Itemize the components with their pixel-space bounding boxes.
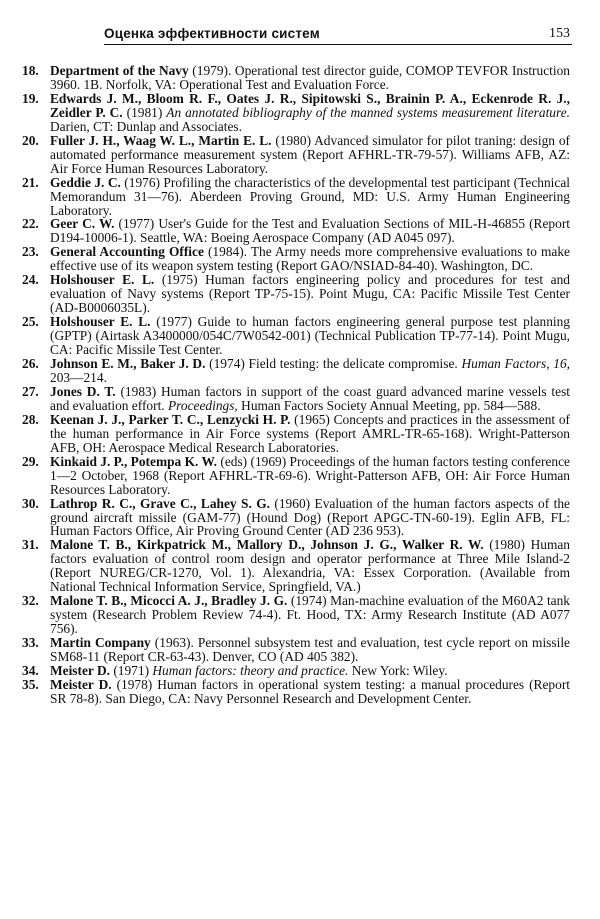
reference-text: (1963). Personnel subsystem test and evaluation, test cycle report on missile SM68-11 (Report CR-63-43). Denver, CO (AD 405 382). bbox=[50, 635, 570, 665]
reference-text: (1978) Human factors in operational system testing: a manual procedures (Report SR 78-8). San Diego, CA: Navy Personnel Research and Development Center. bbox=[50, 676, 571, 706]
reference-authors: Malone T. B., Kirkpatrick M., Mallory D., Johnson J. G., Walker R. W. bbox=[50, 537, 484, 553]
reference-number: 28. bbox=[22, 411, 39, 427]
reference-text: (1960) Evaluation of the human factors aspects of the ground aircraft missile (GAM-77) (Hound Dog) (Report APGC-TN-60-19). Eglin AFB, FL: Human Factors Office, Air Proving Ground Center (AD 236 953). bbox=[50, 495, 570, 539]
reference-text: (1975) Human factors engineering policy and procedures for test and evaluation of Navy systems (Report TP-75-15). Point Mugu, CA: Pacific Missile Test Center (AD-B0006035L). bbox=[50, 272, 570, 316]
reference-text: (eds) (1969) Proceedings of the human factors testing conference 1—2 October, 1968 (Report AFHRL-TR-69-6). Wright-Patterson AFB, OH: Air Force Human Resources Laboratory. bbox=[50, 453, 570, 497]
reference-item bbox=[22, 413, 570, 455]
reference-text: (1974) Field testing: the delicate compromise. bbox=[205, 356, 462, 372]
reference-text: (1980) Advanced simulator for pilot traning: design of automated performance measurement system (Report AFHRL-TR-79-57). Williams AFB, AZ: Air Force Human Resources Laboratory. bbox=[50, 132, 570, 176]
reference-authors: Geer C. W. bbox=[50, 216, 115, 232]
reference-number: 30. bbox=[22, 495, 39, 511]
reference-item bbox=[22, 315, 570, 357]
running-title: Оценка эффективности систем bbox=[104, 26, 320, 41]
reference-authors: General Accounting Office bbox=[50, 244, 204, 260]
reference-item bbox=[22, 357, 570, 385]
reference-number: 31. bbox=[22, 537, 39, 553]
reference-authors: Kinkaid J. P., Potempa K. W. bbox=[50, 453, 217, 469]
reference-item bbox=[22, 678, 570, 706]
reference-number: 20. bbox=[22, 132, 39, 148]
reference-item bbox=[22, 217, 570, 245]
reference-text: (1980) Human factors evaluation of control room design and operator performance at Three Mile Island-2 (Report NUREG/CR-1270, Vol. 1). Alexandria, VA: Essex Corporation. (Available from National Technical Information Service, Springfield, VA.) bbox=[50, 537, 570, 595]
reference-text: (1965) Concepts and practices in the assessment of the human performance in Air Force systems (Report AMRL-TR-65-168). Wright-Patterson AFB, OH: Aerospace Medical Research Laboratories. bbox=[50, 411, 571, 455]
header-rule bbox=[104, 44, 572, 45]
reference-text: (1974) Man-machine evaluation of the M60A2 tank system (Research Problem Review 74-4). Ft. Hood, TX: Army Research Institute (AD A077 756). bbox=[50, 593, 570, 637]
reference-number: 26. bbox=[22, 356, 39, 372]
reference-authors: Meister D. bbox=[50, 662, 110, 678]
reference-item bbox=[22, 92, 570, 134]
reference-number: 32. bbox=[22, 593, 39, 609]
reference-text: (1977) Guide to human factors engineering general purpose test planning (GPTP) (Airtask A3400000/054C/7W0542-001) (Technical Publication TP-77-14). Point Mugu, CA: Pacific Missile Test Center. bbox=[50, 314, 570, 358]
page-number: 153 bbox=[549, 26, 570, 41]
reference-item bbox=[22, 455, 570, 497]
reference-item bbox=[22, 538, 570, 594]
reference-number: 23. bbox=[22, 244, 39, 260]
reference-number: 24. bbox=[22, 272, 39, 288]
reference-number: 33. bbox=[22, 635, 39, 651]
reference-text: (1977) User's Guide for the Test and Evaluation Sections of MIL-H-46855 (Report D194-10006-1). Seattle, WA: Boeing Aerospace Company (AD A045 097). bbox=[50, 216, 570, 246]
reference-italic-title: An annotated bibliography of the manned systems measurement literature. bbox=[166, 104, 570, 120]
reference-text: (1981) bbox=[122, 104, 167, 120]
reference-item bbox=[22, 176, 570, 218]
reference-number: 22. bbox=[22, 216, 39, 232]
reference-number: 29. bbox=[22, 453, 39, 469]
running-header bbox=[104, 24, 572, 44]
reference-text: (1984). The Army needs more comprehensive evaluations to make effective use of its weapon system testing (Report GAO/NSIAD-84-40). Washington, DC. bbox=[50, 244, 570, 274]
reference-item bbox=[22, 245, 570, 273]
reference-item bbox=[22, 497, 570, 539]
reference-item bbox=[22, 273, 570, 315]
reference-text: (1983) Human factors in support of the coast guard advanced marine vessels test and evaluation effort. bbox=[50, 383, 571, 413]
reference-number: 19. bbox=[22, 90, 39, 106]
reference-list bbox=[22, 64, 570, 706]
reference-text-tail: Darien, CT: Dunlap and Associates. bbox=[50, 118, 242, 134]
reference-number: 27. bbox=[22, 383, 39, 399]
reference-text-tail: Human Factors Society Annual Meeting, pp. 584—588. bbox=[237, 397, 541, 413]
reference-text-tail: 203—214. bbox=[50, 369, 107, 385]
reference-text: (1979). Operational test director guide, COMOP TEVFOR Instruction 3960. 1B. Norfolk, VA: Operational Test and Evaluation Force. bbox=[50, 63, 570, 92]
reference-authors: Holshouser E. L. bbox=[50, 314, 151, 330]
reference-authors: Johnson E. M., Baker J. D. bbox=[50, 356, 206, 372]
reference-authors: Geddie J. C. bbox=[50, 174, 121, 190]
reference-authors: Department of the Navy bbox=[50, 63, 189, 78]
reference-item bbox=[22, 636, 570, 664]
reference-item bbox=[22, 664, 570, 678]
reference-text: (1976) Profiling the characteristics of the developmental test participant (Technical Memorandum 31—76). Aberdeen Proving Ground, MD: U.S. Army Human Engineering Laboratory. bbox=[50, 174, 570, 218]
reference-item bbox=[22, 385, 570, 413]
reference-number: 21. bbox=[22, 174, 39, 190]
reference-authors: Fuller J. H., Waag W. L., Martin E. L. bbox=[50, 132, 272, 148]
reference-authors: Lathrop R. C., Grave C., Lahey S. G. bbox=[50, 495, 270, 511]
reference-authors: Malone T. B., Micocci A. J., Bradley J. G. bbox=[50, 593, 288, 609]
reference-number: 18. bbox=[22, 63, 39, 78]
reference-item bbox=[22, 64, 570, 92]
reference-italic-title: Human Factors, 16, bbox=[461, 356, 570, 372]
reference-authors: Holshouser E. L. bbox=[50, 272, 155, 288]
reference-italic-title: Human factors: theory and practice. bbox=[152, 662, 349, 678]
reference-number: 25. bbox=[22, 314, 39, 330]
reference-number: 34. bbox=[22, 662, 39, 678]
reference-number: 35. bbox=[22, 676, 39, 692]
reference-text: (1971) bbox=[109, 662, 153, 678]
reference-authors: Martin Company bbox=[50, 635, 151, 651]
reference-italic-title: Proceedings, bbox=[168, 397, 238, 413]
reference-authors: Keenan J. J., Parker T. C., Lenzycki H. P. bbox=[50, 411, 291, 427]
reference-authors: Meister D. bbox=[50, 676, 112, 692]
reference-text-tail: New York: Wiley. bbox=[348, 662, 448, 678]
reference-item bbox=[22, 134, 570, 176]
reference-item bbox=[22, 594, 570, 636]
reference-authors: Jones D. T. bbox=[50, 383, 116, 399]
reference-authors: Edwards J. M., Bloom R. F., Oates J. R., Sipitowski S., Brainin P. A., Eckenrode R. J., Zeidler P. C. bbox=[50, 90, 570, 120]
